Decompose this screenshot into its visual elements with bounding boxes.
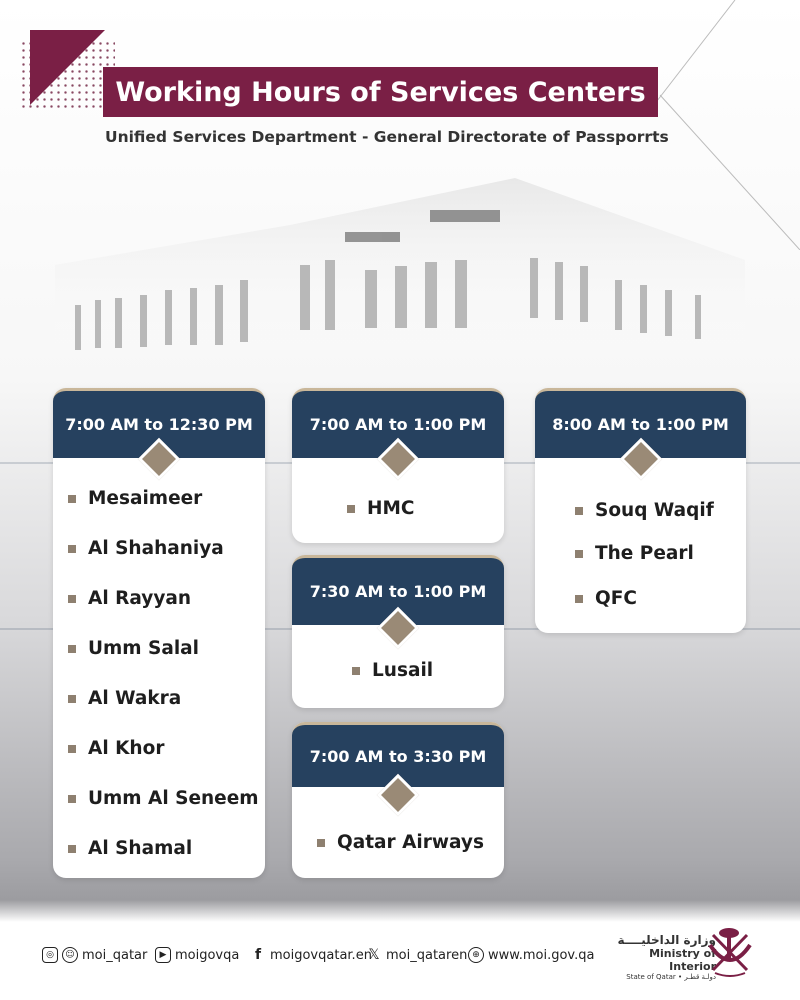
bullet xyxy=(68,795,76,803)
hours-header: 7:00 AM to 12:30 PM xyxy=(53,388,265,458)
list-item: HMC xyxy=(347,498,414,519)
list-item: Umm Salal xyxy=(68,638,199,659)
ministry-emblem xyxy=(705,925,755,980)
page-subtitle: Unified Services Department - General Directorate of Passporrts xyxy=(105,128,669,146)
social-youtube[interactable]: ▶ moigovqa xyxy=(155,947,239,963)
list-item: Umm Al Seneem xyxy=(68,788,259,809)
bullet xyxy=(347,505,355,513)
facebook-icon: f xyxy=(254,947,262,963)
bullet xyxy=(352,667,360,675)
list-item: Souq Waqif xyxy=(575,500,714,521)
social-x[interactable]: 𝕏 moi_qataren xyxy=(366,947,467,963)
list-item: Lusail xyxy=(352,660,433,681)
list-item: Al Khor xyxy=(68,738,164,759)
bullet xyxy=(575,595,583,603)
bullet xyxy=(575,507,583,515)
schedule-card-2 xyxy=(292,388,504,543)
bullet xyxy=(68,645,76,653)
list-item: Al Rayyan xyxy=(68,588,191,609)
schedule-card-3 xyxy=(292,555,504,708)
hours-header: 7:30 AM to 1:00 PM xyxy=(292,555,504,625)
schedule-card-4 xyxy=(292,722,504,878)
list-item: Mesaimeer xyxy=(68,488,202,509)
list-item: Qatar Airways xyxy=(317,832,484,853)
globe-icon: ⊕ xyxy=(468,947,484,963)
hours-header: 8:00 AM to 1:00 PM xyxy=(535,388,746,458)
list-item: Al Wakra xyxy=(68,688,181,709)
instagram-icon: ◎ xyxy=(42,947,58,963)
list-item: QFC xyxy=(575,588,637,609)
youtube-icon: ▶ xyxy=(155,947,171,963)
bullet xyxy=(68,545,76,553)
schedule-card-5 xyxy=(535,388,746,633)
list-item: The Pearl xyxy=(575,543,694,564)
bullet xyxy=(68,595,76,603)
bullet xyxy=(68,695,76,703)
bullet xyxy=(68,845,76,853)
snapchat-icon: ☺ xyxy=(62,947,78,963)
bullet xyxy=(317,839,325,847)
hours-header: 7:00 AM to 1:00 PM xyxy=(292,388,504,458)
social-facebook[interactable]: f moigovqatar.en xyxy=(250,947,372,963)
list-item: Al Shamal xyxy=(68,838,192,859)
list-item: Al Shahaniya xyxy=(68,538,224,559)
building-illustration xyxy=(55,170,745,390)
schedule-card-1 xyxy=(53,388,265,878)
social-instagram[interactable]: ◎ ☺ moi_qatar xyxy=(42,947,147,963)
bullet xyxy=(575,550,583,558)
social-website[interactable]: ⊕ www.moi.gov.qa xyxy=(468,947,594,963)
x-icon: 𝕏 xyxy=(368,947,380,963)
bullet xyxy=(68,495,76,503)
bullet xyxy=(68,745,76,753)
page-title: Working Hours of Services Centers xyxy=(103,67,658,117)
hours-header: 7:00 AM to 3:30 PM xyxy=(292,722,504,787)
ministry-logo-text: وزارة الداخليــــة Ministry of Interior State of Qatar • دولـة قطـر xyxy=(617,933,716,981)
